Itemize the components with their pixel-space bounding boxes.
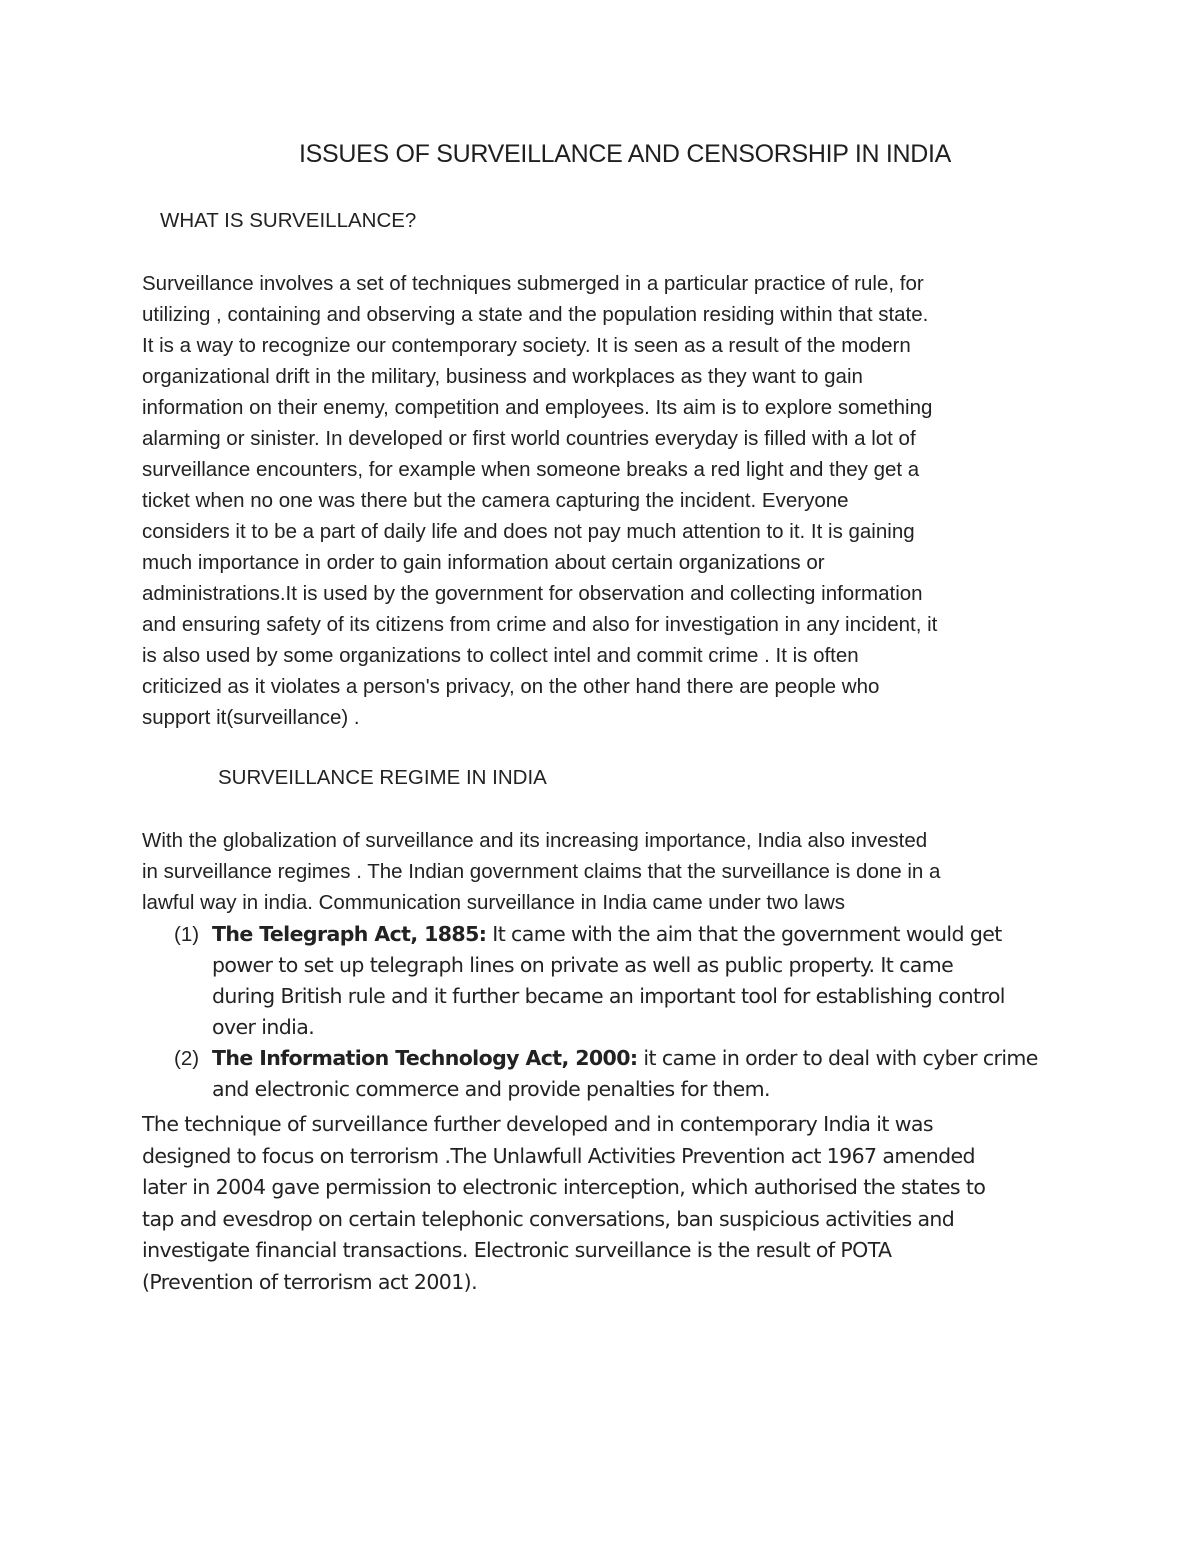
paragraph-line: investigate financial transactions. Electronic surveillance is the result of POTA <box>142 1238 892 1262</box>
list-item-text: it came in order to deal with cyber crime <box>637 1046 1038 1070</box>
laws-list <box>142 919 1038 1105</box>
paragraph-line: in surveillance regimes . The Indian government claims that the surveillance is done in a <box>142 860 941 883</box>
list-item-line: power to set up telegraph lines on private as well as public property. It came <box>212 953 954 977</box>
paragraph-line: support it(surveillance) . <box>142 706 360 729</box>
paragraph-line: surveillance encounters, for example when someone breaks a red light and they get a <box>142 458 920 481</box>
paragraph-line: Surveillance involves a set of techniques submerged in a particular practice of rule, for <box>142 272 924 295</box>
list-item-line: during British rule and it further became an important tool for establishing control <box>212 984 1005 1008</box>
paragraph-line: The technique of surveillance further developed and in contemporary India it was <box>142 1112 933 1136</box>
list-item-lead: The Information Technology Act, 2000: <box>212 1046 638 1070</box>
paragraph-what-is-surveillance <box>142 268 937 733</box>
paragraph-line: is also used by some organizations to collect intel and commit crime . It is often <box>142 644 859 667</box>
paragraph-regime-closing <box>142 1109 985 1298</box>
paragraph-line: considers it to be a part of daily life and does not pay much attention to it. It is gaining <box>142 520 915 543</box>
list-item-telegraph-act <box>142 919 1038 1043</box>
list-item-line: and electronic commerce and provide penalties for them. <box>212 1077 770 1101</box>
paragraph-line: administrations.It is used by the government for observation and collecting information <box>142 582 923 605</box>
list-item-number: (2) <box>174 1047 200 1070</box>
list-item-it-act <box>142 1043 1038 1105</box>
paragraph-line: lawful way in india. Communication surveillance in India came under two laws <box>142 891 846 914</box>
paragraph-line: organizational drift in the military, business and workplaces as they want to gain <box>142 365 863 388</box>
paragraph-line: designed to focus on terrorism .The Unlawfull Activities Prevention act 1967 amended <box>142 1143 975 1168</box>
paragraph-line: ticket when no one was there but the camera capturing the incident. Everyone <box>142 489 849 512</box>
paragraph-line: tap and evesdrop on certain telephonic conversations, ban suspicious activities and <box>142 1206 955 1231</box>
list-item-text: It came with the aim that the government would get <box>486 922 1002 946</box>
paragraph-line: With the globalization of surveillance and its increasing importance, India also invested <box>142 829 928 852</box>
section-heading-what-is-surveillance: WHAT IS SURVEILLANCE? <box>160 209 417 232</box>
paragraph-line: (Prevention of terrorism act 2001). <box>142 1269 477 1294</box>
section-heading-surveillance-regime: SURVEILLANCE REGIME IN INDIA <box>218 766 547 789</box>
list-item-line: over india. <box>212 1015 315 1039</box>
paragraph-line: and ensuring safety of its citizens from crime and also for investigation in any incident, it <box>142 613 938 636</box>
paragraph-line: later in 2004 gave permission to electronic interception, which authorised the states to <box>142 1175 986 1199</box>
paragraph-line: much importance in order to gain information about certain organizations or <box>142 551 825 574</box>
paragraph-line: criticized as it violates a person's privacy, on the other hand there are people who <box>142 675 880 698</box>
paragraph-line: utilizing , containing and observing a state and the population residing within that state. <box>142 303 929 326</box>
paragraph-line: information on their enemy, competition and employees. Its aim is to explore something <box>142 396 933 419</box>
list-item-lead: The Telegraph Act, 1885: <box>212 922 487 946</box>
document-title: ISSUES OF SURVEILLANCE AND CENSORSHIP IN INDIA <box>298 140 952 168</box>
paragraph-regime-intro <box>142 825 940 918</box>
list-item-number: (1) <box>174 923 200 946</box>
paragraph-line: It is a way to recognize our contemporary society. It is seen as a result of the modern <box>142 334 911 357</box>
paragraph-line: alarming or sinister. In developed or first world countries everyday is filled with a lot of <box>142 427 916 450</box>
